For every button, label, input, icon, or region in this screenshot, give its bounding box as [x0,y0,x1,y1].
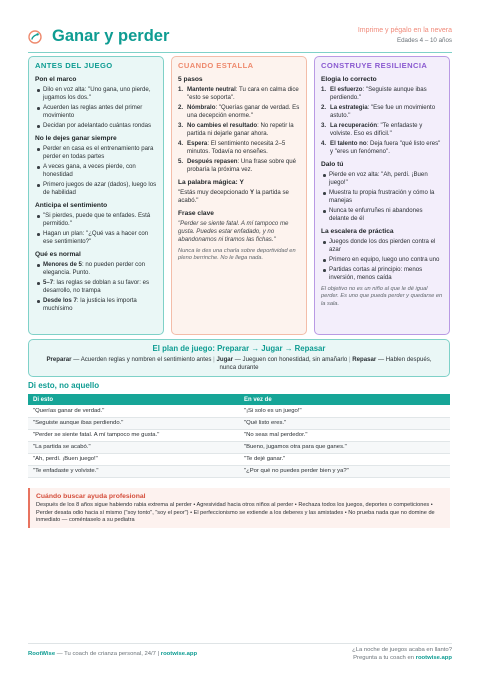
list-item: 4. El talento no: Deja fuera "qué listo eres" y "eres un fenómeno". [321,140,441,155]
footer-question: ¿La noche de juegos acaba en llanto? [352,647,452,653]
column-header: Di esto [28,394,239,405]
bullet-list [321,238,443,282]
table-cell: "Perder se siente fatal. A mí tampoco me gusta." [28,429,239,441]
footer-cta: Pregunta a tu coach en rootwise.app [353,655,452,661]
list-item: Decidan por adelantado cuántas rondas [35,122,157,130]
table-row [28,405,450,417]
table-row [28,465,450,477]
footer-divider [28,643,452,644]
footer-left [28,651,197,657]
key-phrase: "Perder se siente fatal. A mí tampoco me gusta. Puedes estar enfadado, y no abandonamos ni tiramos las fichas." [178,220,289,243]
list-item: 5. Después repasen: Una frase sobre qué probaría la próxima vez. [178,158,297,173]
brand-name: RootWise [28,651,56,657]
column-when-it-explodes [171,56,307,335]
column-title: CUANDO ESTALLA [178,61,254,70]
column-title: ANTES DEL JUEGO [35,61,113,70]
table-row [28,417,450,429]
table-cell: "¡Si solo es un juego!" [239,405,450,417]
list-item: A veces gana, a veces pierde, con honestidad [35,163,157,179]
professional-help-box [28,488,450,528]
table-row [28,429,450,441]
footer-tagline: — Tu coach de crianza personal, 24/7 | [55,651,161,657]
table-cell: "Qué listo eres." [239,417,450,429]
list-item: 1. El esfuerzo: "Seguiste aunque ibas perdiendo." [321,86,427,101]
magic-word-example: "Estás muy decepcionado Y la partida se acabó." [178,189,289,204]
column-header: En vez de [239,394,450,405]
table-cell: "No seas mal perdedor." [239,429,450,441]
list-item: Nunca te enfurruñes ni abandones delante de él [321,207,443,223]
table-cell: "Te dejé ganar." [239,453,450,465]
table-cell: "Seguiste aunque ibas perdiendo." [28,417,239,429]
list-item: Muestra tu propia frustración y cómo la manejas [321,189,443,205]
list-item: Primero en equipo, luego uno contra uno [321,256,443,264]
section-heading: Frase clave [178,210,214,217]
list-item: Desde los 7: la justicia les importa muchísimo [35,297,157,313]
numbered-list [178,86,300,174]
column-before-game [28,56,164,335]
table-title: Di esto, no aquello [28,381,100,390]
help-title: Cuándo buscar ayuda profesional [36,493,146,500]
game-plan-title: El plan de juego: Preparar → Jugar → Repasar [152,344,326,353]
bullet-list [321,171,443,223]
table-cell: "¿Por qué no puedes perder bien y ya?" [239,465,450,477]
column-note: Nunca le des una charla sobre deportividad en pleno berrinche. No le llega nada. [178,248,296,262]
list-item: 5–7: las reglas se doblan a su favor: es desarrollo, no trampa [35,279,157,295]
header [28,26,452,52]
say-this-table [28,394,450,478]
list-item: Perder en casa es el entrenamiento para perder en todas partes [35,145,157,161]
list-item: Hagan un plan: "¿Qué vas a hacer con ese sentimiento?" [35,230,157,246]
bullet-list [35,145,157,197]
footer-cta-link[interactable]: rootwise.app [415,655,452,661]
column-title: CONSTRUYE RESILIENCIA [321,61,428,70]
section-heading: La escalera de práctica [321,228,394,235]
list-item: 4. Espera: El sentimiento necesita 2–5 minutos. Todavía no enseñes. [178,140,286,155]
footer-right [352,646,452,662]
numbered-list [321,86,443,156]
section-heading: 5 pasos [178,76,203,83]
help-text: Después de los 8 años sigue habiendo rabia extrema al perder • Agresividad hacia otros niños al perder • Rechaza todos los juegos, deportes o competiciones • Perder desata odio hacia sí mismo ("soy tonto", "soy el peor") • El perfeccionismo se extiende a los deberes y las amistades • No prueba nada que no domine de inmediato — coméntaselo a su pediatra [36,502,435,524]
list-item: Primero juegos de azar (dados), luego los de habilidad [35,181,157,197]
list-item: "Si pierdes, puede que te enfades. Está permitido." [35,212,157,228]
rootwise-logo-icon [28,30,42,44]
print-tag: Imprime y pégalo en la nevera [357,27,452,34]
list-item: Menores de 5: no pueden perder con elegancia. Punto. [35,261,157,277]
list-item: 2. La estrategia: "Ese fue un movimiento astuto." [321,104,436,119]
table-cell: "La partida se acabó." [28,441,239,453]
header-divider [28,52,452,53]
list-item: 1. Mantente neutral: Tu cara en calma dice "esto se soporta". [178,86,299,101]
bullet-list [35,261,157,313]
table-cell: "Bueno, jugamos otra para que ganes." [239,441,450,453]
page-title: Ganar y perder [52,27,170,45]
section-heading: La palabra mágica: Y [178,179,244,186]
bullet-list [35,86,157,130]
list-item: 2. Nómbralo: "Querías ganar de verdad. Es una decepción enorme." [178,104,300,119]
footer-link[interactable]: rootwise.app [160,651,198,657]
table-cell: "Querías ganar de verdad." [28,405,239,417]
table-header-row [28,394,450,405]
list-item: Pierde en voz alta: "Ah, perdí. ¡Buen juego!" [321,171,443,187]
list-item: Acuerden las reglas antes del primer movimiento [35,104,157,120]
list-item: Partidas cortas al principio: menos inversión, menos caída [321,266,443,282]
table-cell: "Ah, perdí. ¡Buen juego!" [28,453,239,465]
list-item: Juegos donde los dos pierden contra el azar [321,238,443,254]
column-build-resilience [314,56,450,335]
age-range: Edades 4 – 10 años [396,37,452,44]
list-item: 3. La recuperación: "Te enfadaste y volviste. Eso es difícil." [321,122,423,137]
table-cell: "Te enfadaste y volviste." [28,465,239,477]
game-plan-banner [28,339,450,377]
section-heading: Dalo tú [321,161,344,168]
section-heading: Qué es normal [35,251,81,258]
table-row [28,453,450,465]
section-heading: No le dejes ganar siempre [35,135,117,142]
section-heading: Pon el marco [35,76,77,83]
table-row [28,441,450,453]
column-note: El objetivo no es un niño al que le dé igual perder. Es uno que pueda perder y quedarse en la sala. [321,286,443,307]
section-heading: Anticipa el sentimiento [35,202,108,209]
list-item: 3. No cambies el resultado: No repetir la partida ni dejarle ganar ahora. [178,122,294,137]
game-plan-steps: Preparar — Acuerden reglas y nombren el sentimiento antes | Jugar — Jueguen con honestidad, sin amañarlo | Repasar — Hablen después, nunca durante [46,356,432,372]
section-heading: Elogia lo correcto [321,76,377,83]
bullet-list [35,212,157,246]
list-item: Dilo en voz alta: "Uno gana, uno pierde, jugamos los dos." [35,86,157,102]
